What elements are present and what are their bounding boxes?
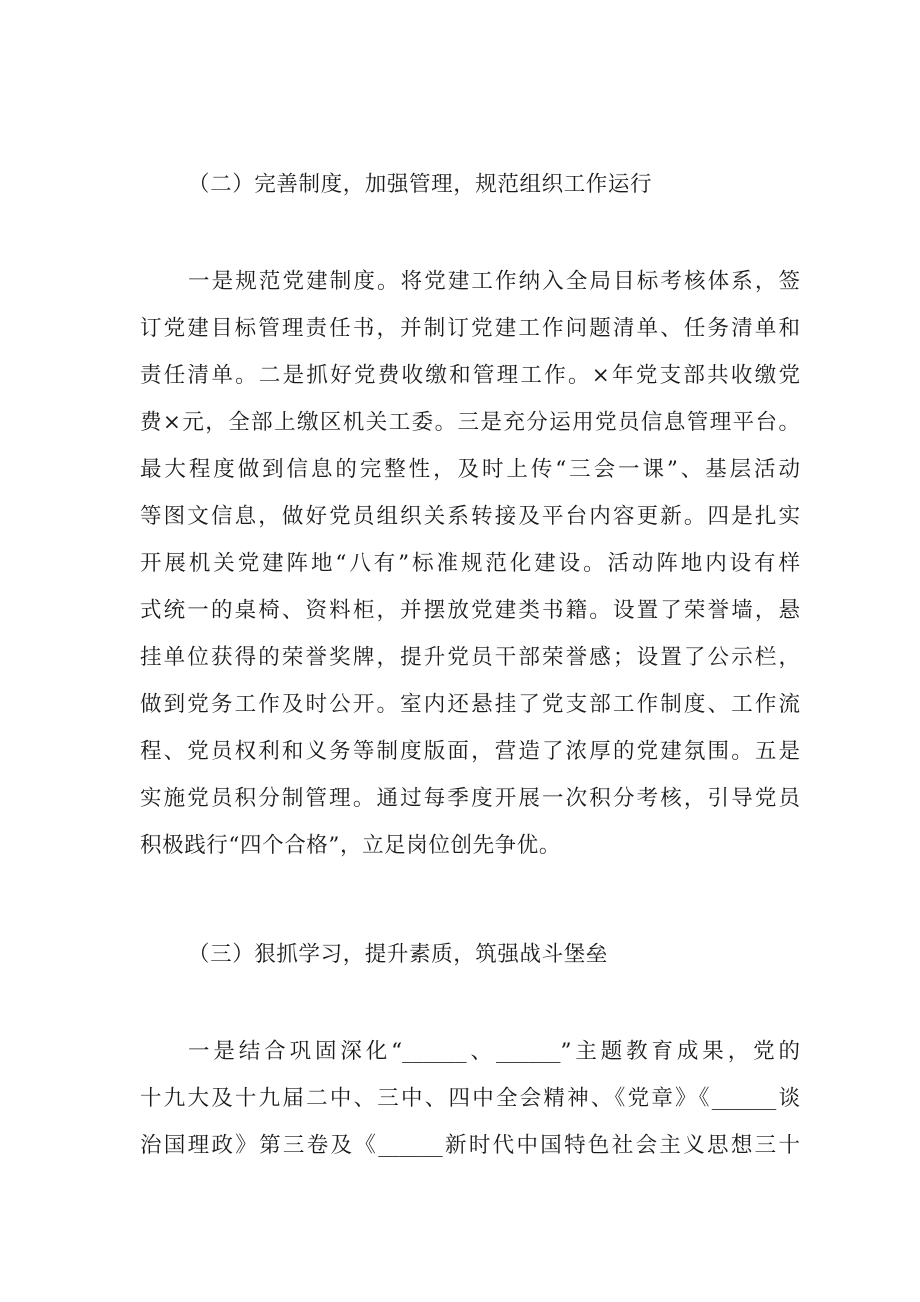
paragraph-line: 式统一的桌椅、资料柜，并摆放党建类书籍。设置了荣誉墙，悬: [140, 598, 800, 623]
section-2-heading: （二）完善制度，加强管理，规范组织工作运行: [188, 172, 653, 197]
section-2-paragraph: [140, 265, 800, 876]
paragraph-line: 积极践行“四个合格”，立足岗位创先争优。: [140, 833, 561, 858]
paragraph-line: 实施党员积分制管理。通过每季度开展一次积分考核，引导党员: [140, 786, 800, 811]
section-3-paragraph: [140, 1035, 800, 1176]
paragraph-line: 挂单位获得的荣誉奖牌，提升党员干部荣誉感；设置了公示栏，: [140, 645, 800, 670]
paragraph-line: 最大程度做到信息的完整性，及时上传“三会一课”、基层活动: [140, 457, 800, 482]
paragraph-line: 责任清单。二是抓好党费收缴和管理工作。×年党支部共收缴党: [140, 363, 800, 388]
paragraph-line: 费×元，全部上缴区机关工委。三是充分运用党员信息管理平台。: [140, 410, 800, 435]
paragraph-line: 订党建目标管理责任书，并制订党建工作问题清单、任务清单和: [140, 316, 800, 341]
paragraph-line: 做到党务工作及时公开。室内还悬挂了党支部工作制度、工作流: [140, 692, 800, 717]
paragraph-line: 程、党员权利和义务等制度版面，营造了浓厚的党建氛围。五是: [140, 739, 800, 764]
section-3-heading: （三）狠抓学习，提升素质，筑强战斗堡垒: [188, 942, 608, 967]
paragraph-line: 等图文信息，做好党员组织关系转接及平台内容更新。四是扎实: [140, 504, 800, 529]
paragraph-line: 一是规范党建制度。将党建工作纳入全局目标考核体系，签: [188, 269, 800, 294]
paragraph-line: 开展机关党建阵地“八有”标准规范化建设。活动阵地内设有样: [140, 551, 800, 576]
paragraph-line: 十九大及十九届二中、三中、四中全会精神、《党章》《______谈: [140, 1086, 800, 1111]
paragraph-line: 治国理政》第三卷及《______新时代中国特色社会主义思想三十: [140, 1133, 800, 1158]
paragraph-line: 一是结合巩固深化“______、______”主题教育成果，党的: [188, 1039, 800, 1064]
